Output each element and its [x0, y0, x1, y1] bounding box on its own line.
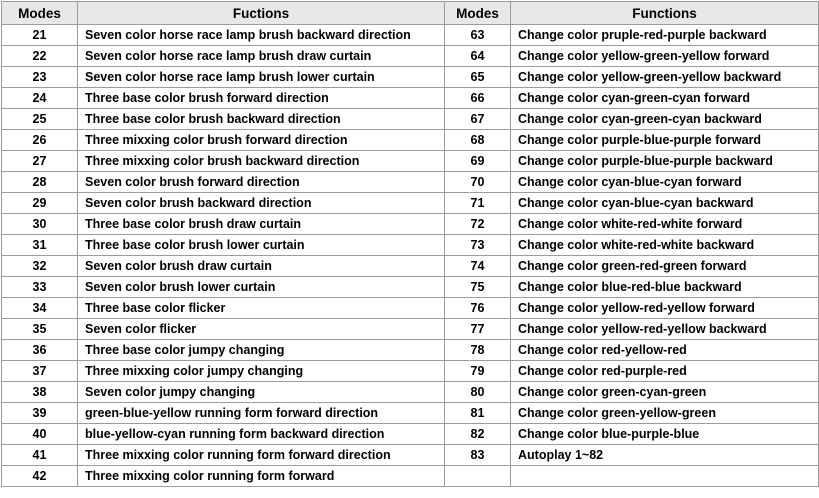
mode-number-left: 41 [2, 445, 78, 466]
table-row [2, 46, 819, 67]
mode-function-right: Change color pruple-red-purple backward [511, 25, 819, 46]
mode-number-right: 82 [445, 424, 511, 445]
mode-number-left: 33 [2, 277, 78, 298]
mode-function-left: Seven color brush forward direction [78, 172, 445, 193]
mode-function-left: Three base color flicker [78, 298, 445, 319]
mode-number-right: 68 [445, 130, 511, 151]
mode-number-left: 31 [2, 235, 78, 256]
mode-number-right: 75 [445, 277, 511, 298]
mode-number-left: 28 [2, 172, 78, 193]
table-row [2, 319, 819, 340]
mode-number-left: 26 [2, 130, 78, 151]
table-row [2, 172, 819, 193]
mode-number-left: 42 [2, 466, 78, 487]
table-row [2, 361, 819, 382]
mode-number-left: 27 [2, 151, 78, 172]
mode-function-left: green-blue-yellow running form forward direction [78, 403, 445, 424]
mode-function-right: Change color green-red-green forward [511, 256, 819, 277]
table-row [2, 88, 819, 109]
mode-function-left: Three base color brush draw curtain [78, 214, 445, 235]
table-row [2, 130, 819, 151]
mode-number-right: 73 [445, 235, 511, 256]
mode-function-left: Three mixxing color brush backward direction [78, 151, 445, 172]
mode-number-right: 66 [445, 88, 511, 109]
table-row [2, 214, 819, 235]
table-row [2, 382, 819, 403]
mode-function-right: Change color red-purple-red [511, 361, 819, 382]
mode-function-right: Change color cyan-blue-cyan backward [511, 193, 819, 214]
mode-number-left: 32 [2, 256, 78, 277]
table-row [2, 67, 819, 88]
mode-function-right: Change color blue-red-blue backward [511, 277, 819, 298]
mode-function-left: Seven color brush lower curtain [78, 277, 445, 298]
mode-number-right: 72 [445, 214, 511, 235]
mode-number-right: 69 [445, 151, 511, 172]
mode-number-right: 71 [445, 193, 511, 214]
table-row [2, 109, 819, 130]
mode-function-right: Change color purple-blue-purple backward [511, 151, 819, 172]
mode-function-left: Seven color horse race lamp brush backward direction [78, 25, 445, 46]
mode-number-left: 24 [2, 88, 78, 109]
mode-number-right: 65 [445, 67, 511, 88]
mode-function-left: Seven color flicker [78, 319, 445, 340]
mode-function-left: Three base color brush lower curtain [78, 235, 445, 256]
table-row [2, 424, 819, 445]
mode-function-left: Three mixxing color running form forward [78, 466, 445, 487]
mode-number-right: 79 [445, 361, 511, 382]
mode-number-right: 74 [445, 256, 511, 277]
mode-function-right: Change color cyan-green-cyan forward [511, 88, 819, 109]
header-row [2, 2, 819, 25]
header-functions-left: Fuctions [78, 2, 445, 25]
mode-number-right: 80 [445, 382, 511, 403]
mode-function-left: Seven color brush draw curtain [78, 256, 445, 277]
table-row [2, 193, 819, 214]
table-row [2, 403, 819, 424]
mode-function-right: Autoplay 1~82 [511, 445, 819, 466]
mode-number-left: 25 [2, 109, 78, 130]
mode-function-right: Change color yellow-red-yellow forward [511, 298, 819, 319]
header-modes-right: Modes [445, 2, 511, 25]
mode-function-right: Change color purple-blue-purple forward [511, 130, 819, 151]
table-row [2, 151, 819, 172]
mode-number-right: 83 [445, 445, 511, 466]
mode-number-left: 35 [2, 319, 78, 340]
modes-table [1, 1, 819, 487]
table-row [2, 466, 819, 487]
mode-number-left: 37 [2, 361, 78, 382]
mode-function-right: Change color cyan-green-cyan backward [511, 109, 819, 130]
mode-function-right: Change color green-yellow-green [511, 403, 819, 424]
mode-function-right: Change color yellow-green-yellow forward [511, 46, 819, 67]
header-modes-left: Modes [2, 2, 78, 25]
mode-number-right: 63 [445, 25, 511, 46]
mode-function-left: blue-yellow-cyan running form backward direction [78, 424, 445, 445]
table-row [2, 256, 819, 277]
mode-function-left: Three mixxing color jumpy changing [78, 361, 445, 382]
mode-function-left: Three mixxing color running form forward direction [78, 445, 445, 466]
table-body [2, 25, 819, 487]
table-row [2, 277, 819, 298]
mode-function-right: Change color red-yellow-red [511, 340, 819, 361]
mode-number-left: 39 [2, 403, 78, 424]
mode-number-right: 78 [445, 340, 511, 361]
mode-number-right [445, 466, 511, 487]
mode-function-right: Change color yellow-red-yellow backward [511, 319, 819, 340]
mode-function-left: Three base color brush forward direction [78, 88, 445, 109]
mode-function-right: Change color yellow-green-yellow backward [511, 67, 819, 88]
mode-function-right: Change color cyan-blue-cyan forward [511, 172, 819, 193]
mode-number-right: 67 [445, 109, 511, 130]
mode-function-right: Change color green-cyan-green [511, 382, 819, 403]
header-functions-right: Functions [511, 2, 819, 25]
table-row [2, 25, 819, 46]
mode-function-right: Change color blue-purple-blue [511, 424, 819, 445]
table-row [2, 235, 819, 256]
mode-number-right: 70 [445, 172, 511, 193]
mode-function-left: Three base color brush backward direction [78, 109, 445, 130]
mode-function-left: Three mixxing color brush forward direction [78, 130, 445, 151]
table-row [2, 298, 819, 319]
mode-number-left: 21 [2, 25, 78, 46]
mode-function-left: Seven color jumpy changing [78, 382, 445, 403]
mode-number-left: 40 [2, 424, 78, 445]
table-row [2, 340, 819, 361]
mode-function-right: Change color white-red-white backward [511, 235, 819, 256]
mode-number-left: 23 [2, 67, 78, 88]
mode-function-left: Three base color jumpy changing [78, 340, 445, 361]
mode-number-left: 38 [2, 382, 78, 403]
mode-function-left: Seven color horse race lamp brush draw curtain [78, 46, 445, 67]
mode-number-right: 64 [445, 46, 511, 67]
mode-number-left: 29 [2, 193, 78, 214]
mode-number-right: 81 [445, 403, 511, 424]
mode-number-right: 76 [445, 298, 511, 319]
mode-number-left: 22 [2, 46, 78, 67]
mode-function-left: Seven color brush backward direction [78, 193, 445, 214]
table-row [2, 445, 819, 466]
mode-number-right: 77 [445, 319, 511, 340]
table-header [2, 2, 819, 25]
mode-function-right [511, 466, 819, 487]
mode-number-left: 34 [2, 298, 78, 319]
mode-function-left: Seven color horse race lamp brush lower curtain [78, 67, 445, 88]
mode-number-left: 30 [2, 214, 78, 235]
mode-function-right: Change color white-red-white forward [511, 214, 819, 235]
mode-number-left: 36 [2, 340, 78, 361]
